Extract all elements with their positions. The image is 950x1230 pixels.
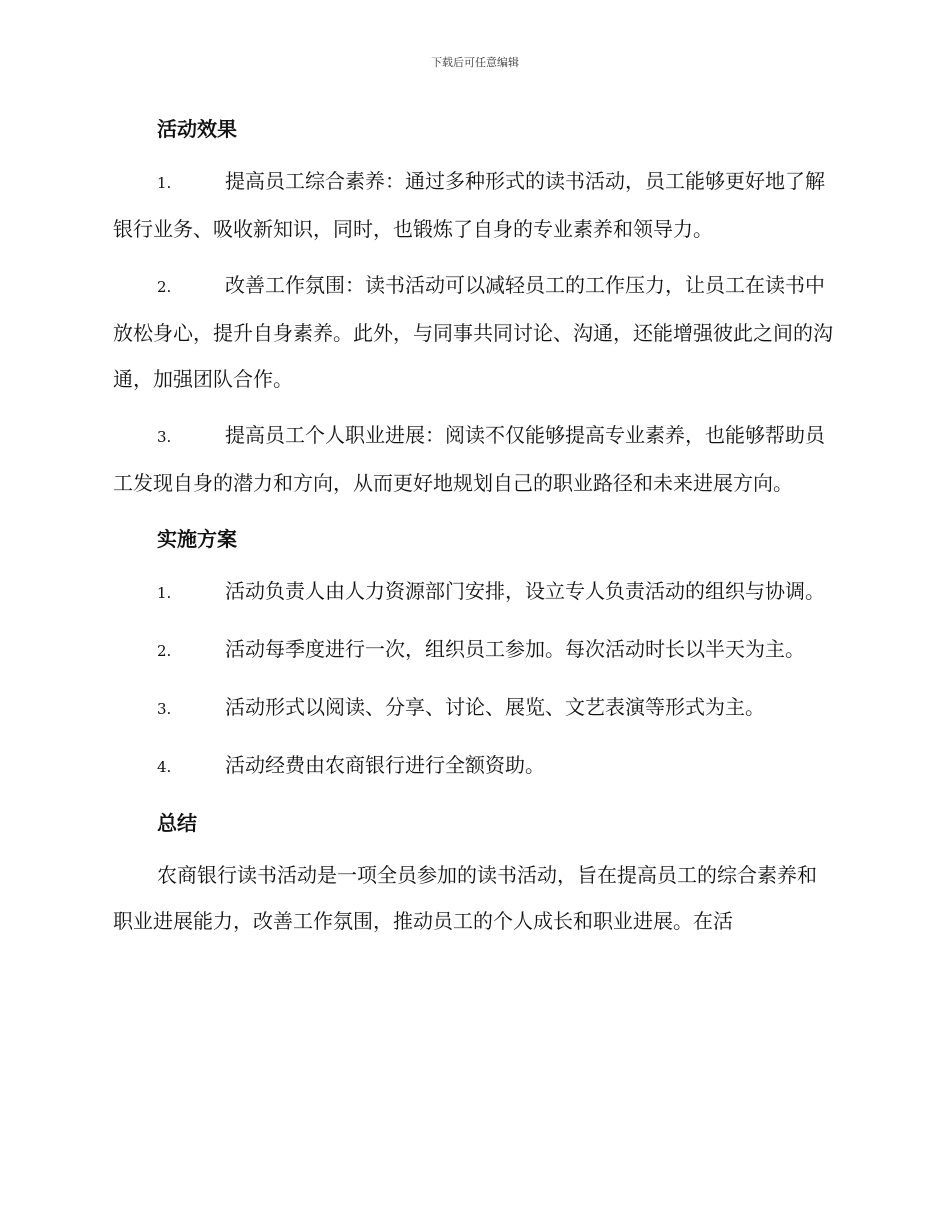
list-item [113, 742, 835, 790]
list-number: 1. [157, 584, 172, 602]
list-text: 活动形式以阅读、分享、讨论、展览、文艺表演等形式为主。 [225, 695, 765, 719]
list-text: 活动每季度进行一次，组织员工参加。每次活动时长以半天为主。 [225, 637, 805, 661]
list-number: 2. [157, 642, 172, 660]
document-body [113, 110, 835, 944]
list-text: 活动经费由农商银行进行全额资助。 [225, 753, 545, 777]
section-title-plan: 实施方案 [157, 527, 237, 551]
list-item [113, 412, 835, 506]
list-text: 提高员工综合素养：通过多种形式的读书活动，员工能够更好地了解银行业务、吸收新知识，同时，也锻炼了自身的专业素养和领导力。 [113, 169, 825, 241]
list-item [113, 568, 835, 616]
list-text: 改善工作氛围：读书活动可以减轻员工的工作压力，让员工在读书中放松身心，提升自身素养。此外，与同事共同讨论、沟通，还能增强彼此之间的沟通，加强团队合作。 [113, 273, 833, 391]
section-title-effects: 活动效果 [157, 117, 237, 141]
list-item [113, 626, 835, 674]
summary-paragraph: 农商银行读书活动是一项全员参加的读书活动，旨在提高员工的综合素养和职业进展能力，改善工作氛围，推动员工的个人成长和职业进展。在活 [113, 863, 817, 933]
list-text: 提高员工个人职业进展：阅读不仅能够提高专业素养，也能够帮助员工发现自身的潜力和方向，从而更好地规划自己的职业路径和未来进展方向。 [113, 423, 825, 495]
list-item [113, 262, 835, 402]
list-text: 活动负责人由人力资源部门安排，设立专人负责活动的组织与协调。 [225, 579, 825, 603]
list-number: 2. [157, 278, 172, 296]
list-number: 3. [157, 700, 172, 718]
list-number: 3. [157, 428, 172, 446]
section-title-summary: 总结 [157, 811, 197, 835]
list-number: 1. [157, 174, 172, 192]
list-item [113, 684, 835, 732]
list-number: 4. [157, 758, 172, 776]
list-item [113, 158, 835, 252]
header-note: 下载后可任意编辑 [431, 56, 519, 69]
